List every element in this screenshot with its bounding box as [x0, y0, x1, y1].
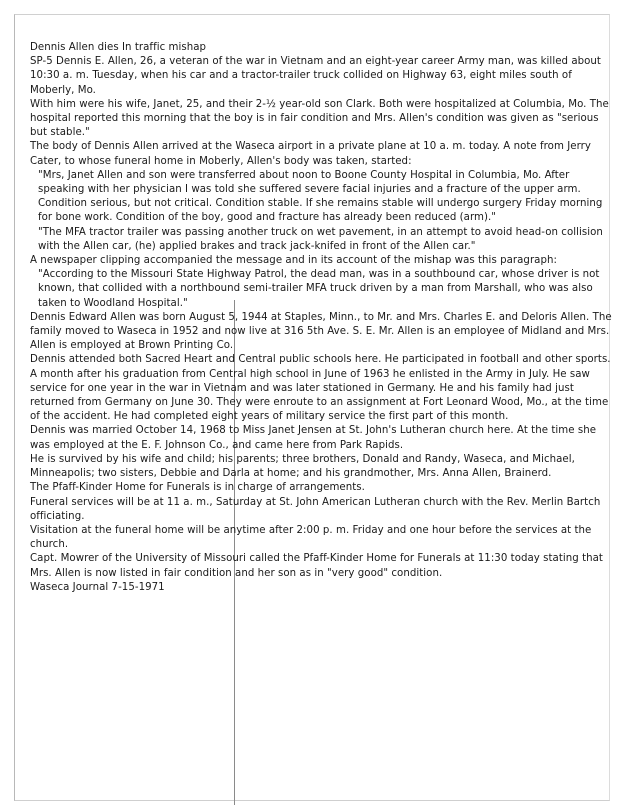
paragraph-clipping: A newspaper clipping accompanied the message and in its account of the mishap was this paragraph:	[30, 255, 557, 267]
paragraph-military: A month after his graduation from Central high school in June of 1963 he enlisted in the Army in July. He saw service for one year in the war in Vietnam and was later stationed in Germany. He and his family had just returned from Germany on June 30. They were enroute to an assignment at Fort Leonard Wood, Mo., at the time of the accident. He had completed eight years of military service the first part of this month.	[30, 368, 609, 423]
obituary-article	[30, 41, 614, 595]
paragraph-funeral-services: Funeral services will be at 11 a. m., Saturday at St. John American Lutheran church with the Rev. Merlin Bartch officiating.	[30, 496, 601, 522]
article-source-line: Waseca Journal 7-15-1971	[30, 581, 165, 593]
paragraph-survivors: He is survived by his wife and child; his parents; three brothers, Donald and Randy, Waseca, and Michael, Minneapolis; two sisters, Debbie and Darla at home; and his grandmother, Mrs. Anna Allen, Brainerd.	[30, 453, 575, 480]
paragraph-visitation: Visitation at the funeral home will be anytime after 2:00 p. m. Friday and one hour before the services at the church.	[30, 524, 592, 551]
paragraph-condition-update: Capt. Mowrer of the University of Missouri called the Pfaff-Kinder Home for Funerals at 11:30 today stating that Mrs. Allen is now listed in fair condition and her son as in "very good" condition.	[30, 553, 603, 579]
paragraph-family-hospitalized: With him were his wife, Janet, 25, and their 2-½ year-old son Clark. Both were hospitalized at Columbia, Mo. The hospital reported this morning that the boy is in fair condition and Mrs. Allen's condition was given as "serious but stable."	[30, 98, 609, 139]
paragraph-birth: Dennis Edward Allen was born August 5, 1944 at Staples, Minn., to Mr. and Mrs. Charles E. and Deloris Allen. The family moved to Waseca in 1952 and now live at 316 5th Ave. S. E. Mr. Allen is an employee of Midland and Mrs. Allen is employed at Brown Printing Co.	[30, 311, 612, 352]
paragraph-accident: SP-5 Dennis E. Allen, 26, a veteran of the war in Vietnam and an eight-year career Army man, was killed about 10:30 a. m. Tuesday, when his car and a tractor-trailer truck collided on Highway 63, eight miles south of Moberly, Mo.	[30, 56, 601, 96]
article-headline: Dennis Allen dies In traffic mishap	[30, 42, 207, 53]
paragraph-body-arrival: The body of Dennis Allen arrived at the Waseca airport in a private plane at 10 a. m. today. A note from Jerry Cater, to whose funeral home in Moberly, Allen's body was taken, started:	[30, 141, 591, 167]
paragraph-arrangements: The Pfaff-Kinder Home for Funerals is in charge of arrangements.	[30, 482, 365, 494]
paragraph-marriage: Dennis was married October 14, 1968 to Miss Janet Jensen at St. John's Lutheran church here. At the time she was employed at the E. F. Johnson Co., and came here from Park Rapids.	[30, 425, 597, 451]
paragraph-patrol-quote: "According to the Missouri State Highway Patrol, the dead man, was in a southbound car, whose driver is not known, that collided with a northbound semi-trailer MFA truck driven by a man from Marshall, who was also taken to Woodland Hospital."	[38, 269, 600, 309]
paragraph-truck-quote: "The MFA tractor trailer was passing another truck on wet pavement, in an attempt to avoid head-on collision with the Allen car, (he) applied brakes and track jack-knifed in front of the Allen car."	[38, 226, 603, 252]
paragraph-schools: Dennis attended both Sacred Heart and Central public schools here. He participated in football and other sports.	[30, 354, 611, 366]
paragraph-note-quote: "Mrs, Janet Allen and son were transferred about noon to Boone County Hospital in Columbia, Mo. After speaking with her physician I was told she suffered severe facial injuries and a fracture of the upper arm. Condition serious, but not critical. Condition stable. If she remains stable will undergo surgery Friday morning for bone work. Condition of the boy, good and fracture has already been reduced (arm)."	[38, 169, 603, 224]
